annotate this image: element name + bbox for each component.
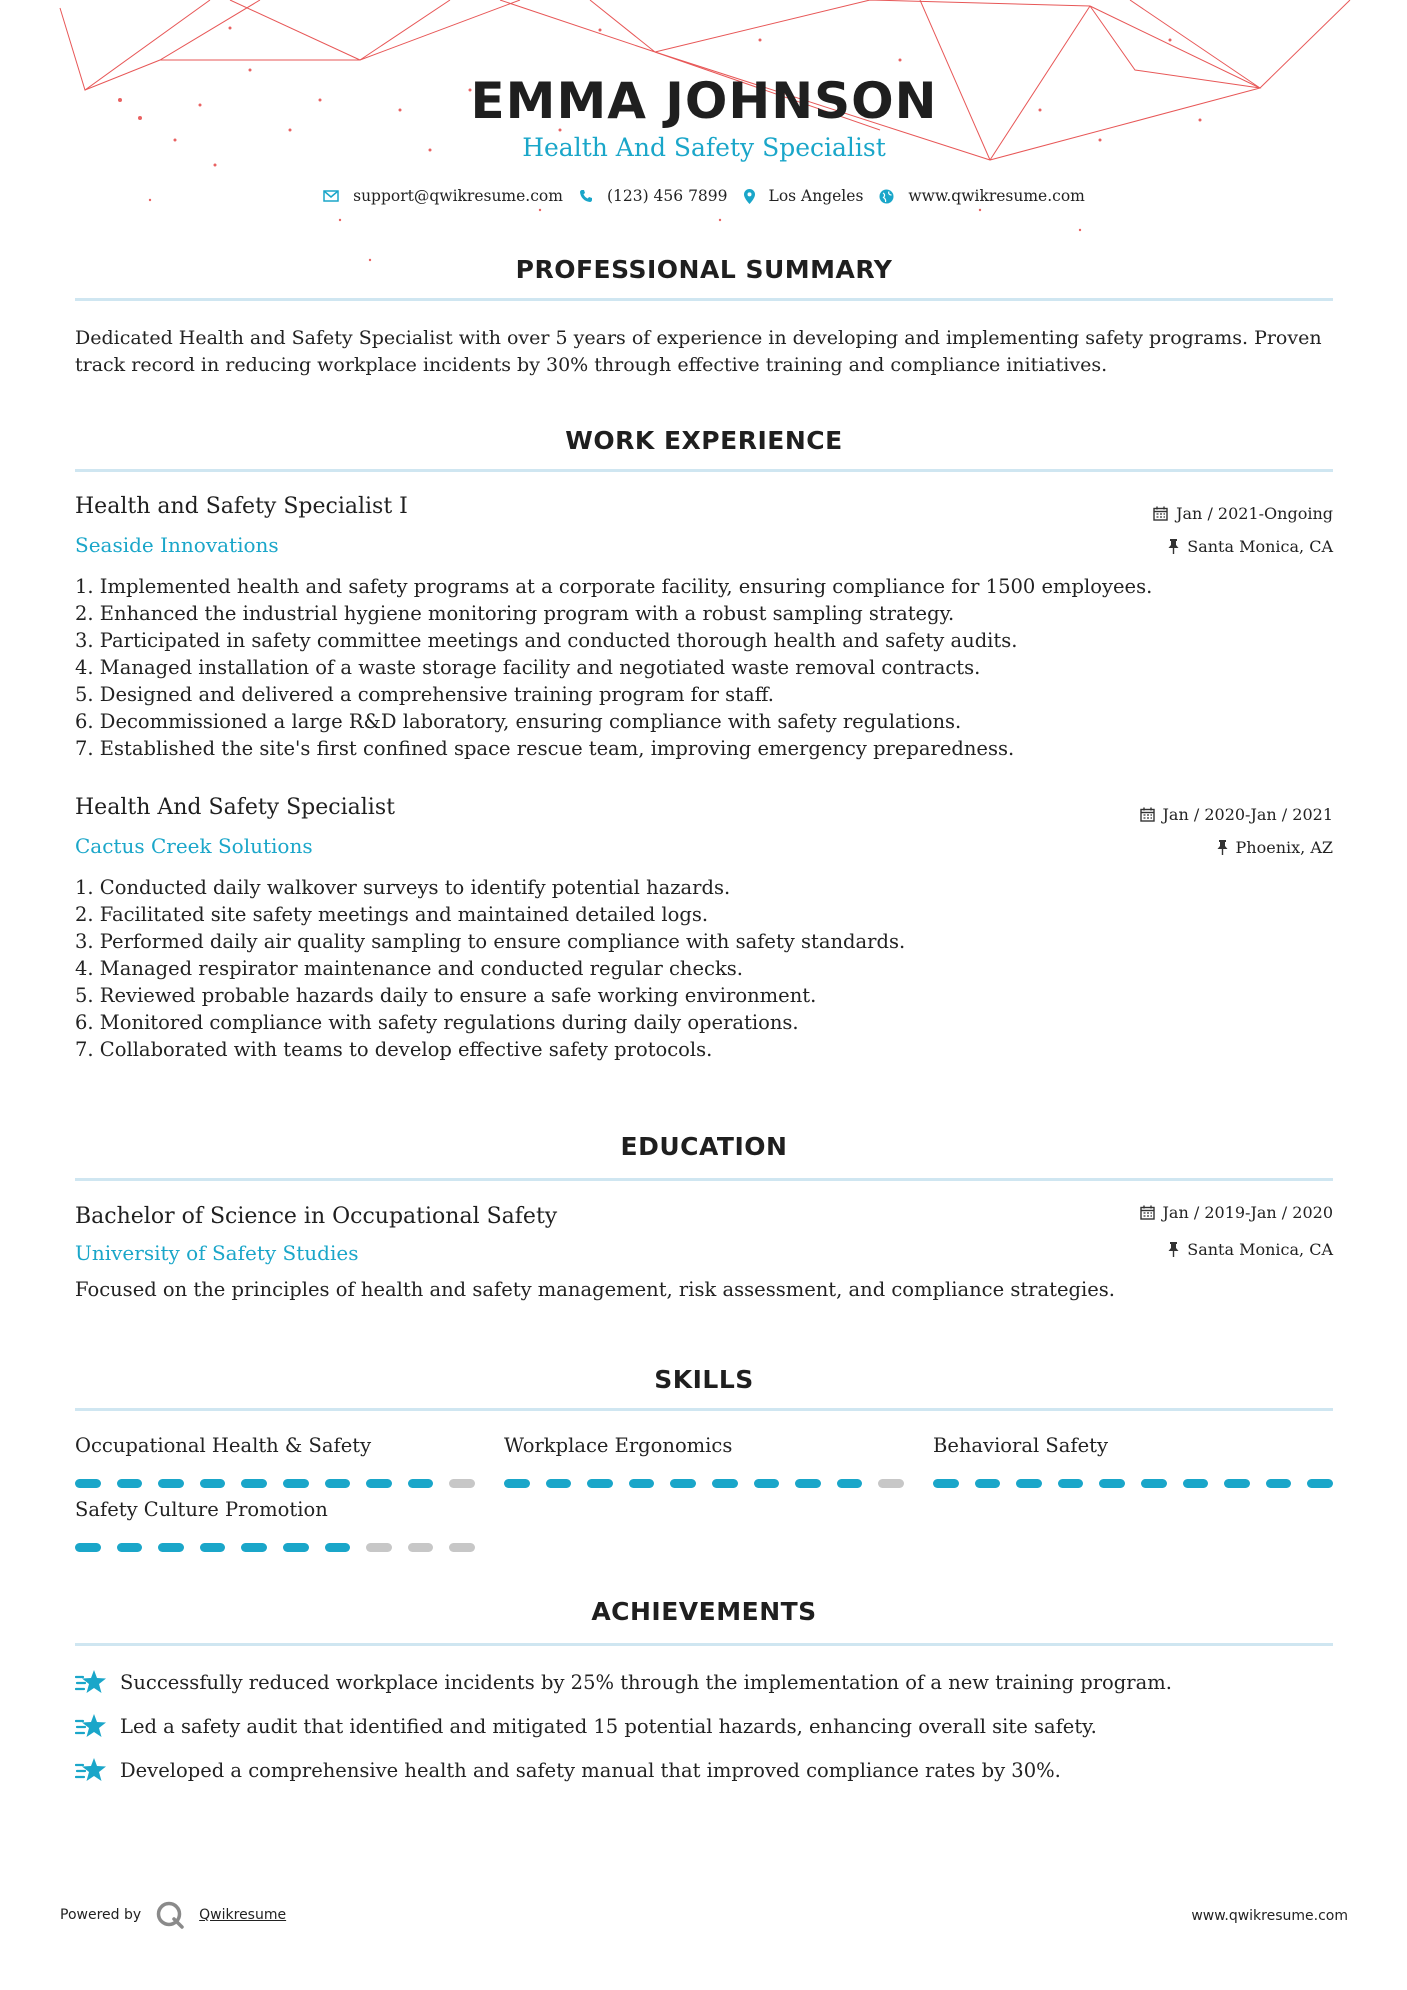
job-location xyxy=(1217,838,1333,857)
skill-segment-filled xyxy=(325,1543,351,1552)
skill-segment-empty xyxy=(408,1543,434,1552)
skills-heading: SKILLS xyxy=(654,1365,754,1394)
achievements-divider xyxy=(75,1643,1333,1646)
job-bullets xyxy=(75,874,905,1063)
powered-by-label: Powered by xyxy=(60,1907,142,1923)
skill-item xyxy=(75,1495,475,1552)
skill-segment-filled xyxy=(75,1543,101,1552)
skill-segment-filled xyxy=(283,1543,309,1552)
job-location xyxy=(1168,537,1333,556)
calendar-icon xyxy=(1140,807,1155,822)
contact-bar xyxy=(75,187,1333,205)
skill-segment-filled xyxy=(975,1479,1001,1488)
achievement-item xyxy=(75,1756,1061,1784)
contact-website-text: www.qwikresume.com xyxy=(908,187,1085,205)
skill-segment-filled xyxy=(158,1543,184,1552)
skill-name: Occupational Health & Safety xyxy=(75,1434,372,1457)
skill-segment-filled xyxy=(1058,1479,1084,1488)
contact-website[interactable] xyxy=(879,187,1084,205)
skill-segment-filled xyxy=(117,1543,143,1552)
pin-icon xyxy=(1217,840,1228,855)
list-item: 1. Implemented health and safety programs at a corporate facility, ensuring compliance for 1500 employees. xyxy=(75,575,1153,598)
education-description: Focused on the principles of health and safety management, risk assessment, and compliance strategies. xyxy=(75,1278,1115,1301)
job-title: Health and Safety Specialist I xyxy=(75,494,408,519)
school-name: University of Safety Studies xyxy=(75,1241,359,1265)
job-date xyxy=(1140,805,1333,824)
job-date-text: Jan / 2020-Jan / 2021 xyxy=(1162,805,1333,824)
job-title: Health And Safety Specialist xyxy=(75,795,395,820)
skill-segment-filled xyxy=(1141,1479,1167,1488)
company-name: Cactus Creek Solutions xyxy=(75,834,313,858)
skill-segment-filled xyxy=(1183,1479,1209,1488)
contact-phone[interactable] xyxy=(579,187,728,205)
company-name: Seaside Innovations xyxy=(75,533,279,557)
skill-name: Behavioral Safety xyxy=(933,1434,1109,1457)
skill-segment-filled xyxy=(1016,1479,1042,1488)
job-bullets xyxy=(75,573,1152,762)
powered-by xyxy=(60,1900,286,1930)
skill-segment-filled xyxy=(283,1479,309,1488)
skill-segment-filled xyxy=(587,1479,613,1488)
skill-segment-empty xyxy=(366,1543,392,1552)
list-item: 3. Participated in safety committee meetings and conducted thorough health and safety audits. xyxy=(75,629,1018,652)
skill-segment-filled xyxy=(200,1543,226,1552)
globe-icon xyxy=(879,189,894,204)
list-item: 5. Reviewed probable hazards daily to ensure a safe working environment. xyxy=(75,984,817,1007)
map-marker-icon xyxy=(744,189,755,204)
skill-segment-filled xyxy=(366,1479,392,1488)
star-award-icon xyxy=(75,1756,108,1784)
envelope-icon xyxy=(323,190,339,202)
summary-divider xyxy=(75,298,1333,301)
star-award-icon xyxy=(75,1668,108,1696)
summary-text: Dedicated Health and Safety Specialist with over 5 years of experience in developing and implementing safety programs. Proven track record in reducing workplace incidents by 30% through effective training and compliance initiatives. xyxy=(75,327,1322,376)
skill-segment-filled xyxy=(546,1479,572,1488)
skill-segment-filled xyxy=(1099,1479,1125,1488)
skill-name: Workplace Ergonomics xyxy=(504,1434,733,1457)
skill-segment-filled xyxy=(408,1479,434,1488)
skill-item xyxy=(75,1431,475,1488)
education-date xyxy=(1140,1203,1333,1222)
calendar-icon xyxy=(1140,1205,1155,1220)
contact-location-text: Los Angeles xyxy=(768,187,864,205)
footer-url[interactable]: www.qwikresume.com xyxy=(1191,1908,1348,1924)
skill-segment-filled xyxy=(158,1479,184,1488)
skill-segment-filled xyxy=(629,1479,655,1488)
skill-segment-filled xyxy=(795,1479,821,1488)
skill-segment-filled xyxy=(1307,1479,1333,1488)
summary-heading: PROFESSIONAL SUMMARY xyxy=(515,255,893,284)
contact-email[interactable] xyxy=(323,187,563,205)
list-item: 7. Established the site's first confined space rescue team, improving emergency preparedness. xyxy=(75,737,1015,760)
skill-segment-filled xyxy=(241,1479,267,1488)
skill-segment-filled xyxy=(504,1479,530,1488)
job-location-text: Santa Monica, CA xyxy=(1187,537,1333,556)
contact-location xyxy=(744,187,864,205)
skill-level-bar xyxy=(933,1479,1333,1488)
candidate-role: Health And Safety Specialist xyxy=(522,133,886,162)
skill-segment-filled xyxy=(837,1479,863,1488)
skill-segment-filled xyxy=(241,1543,267,1552)
list-item: 6. Monitored compliance with safety regulations during daily operations. xyxy=(75,1011,799,1034)
skill-segment-empty xyxy=(449,1543,475,1552)
education-heading: EDUCATION xyxy=(620,1132,788,1161)
list-item: 2. Facilitated site safety meetings and maintained detailed logs. xyxy=(75,903,709,926)
job-date-text: Jan / 2021-Ongoing xyxy=(1176,504,1333,523)
skill-segment-filled xyxy=(1224,1479,1250,1488)
list-item: 3. Performed daily air quality sampling to ensure compliance with safety standards. xyxy=(75,930,906,953)
skill-segment-filled xyxy=(1266,1479,1292,1488)
experience-heading: WORK EXPERIENCE xyxy=(565,426,843,455)
achievement-text: Developed a comprehensive health and safety manual that improved compliance rates by 30%. xyxy=(120,1758,1061,1782)
calendar-icon xyxy=(1153,506,1168,521)
contact-phone-text: (123) 456 7899 xyxy=(606,187,728,205)
skill-level-bar xyxy=(75,1543,475,1552)
education-date-text: Jan / 2019-Jan / 2020 xyxy=(1162,1203,1333,1222)
achievements-heading: ACHIEVEMENTS xyxy=(591,1597,817,1626)
skill-segment-filled xyxy=(670,1479,696,1488)
pin-icon xyxy=(1168,539,1179,554)
skill-segment-filled xyxy=(200,1479,226,1488)
skill-item xyxy=(933,1431,1333,1488)
achievement-item xyxy=(75,1712,1097,1740)
skill-segment-filled xyxy=(325,1479,351,1488)
achievement-text: Successfully reduced workplace incidents by 25% through the implementation of a new training program. xyxy=(120,1670,1172,1694)
skill-item xyxy=(504,1431,904,1488)
list-item: 4. Managed respirator maintenance and conducted regular checks. xyxy=(75,957,743,980)
skill-segment-filled xyxy=(712,1479,738,1488)
education-divider xyxy=(75,1178,1333,1181)
experience-divider xyxy=(75,469,1333,472)
skill-level-bar xyxy=(504,1479,904,1488)
skill-name: Safety Culture Promotion xyxy=(75,1498,328,1521)
education-location xyxy=(1168,1240,1333,1259)
pin-icon xyxy=(1168,1242,1179,1257)
skill-segment-empty xyxy=(449,1479,475,1488)
degree-title: Bachelor of Science in Occupational Safety xyxy=(75,1204,558,1229)
list-item: 1. Conducted daily walkover surveys to identify potential hazards. xyxy=(75,876,731,899)
contact-email-text: support@qwikresume.com xyxy=(353,187,563,205)
star-award-icon xyxy=(75,1712,108,1740)
list-item: 4. Managed installation of a waste storage facility and negotiated waste removal contracts. xyxy=(75,656,981,679)
skill-segment-filled xyxy=(933,1479,959,1488)
list-item: 7. Collaborated with teams to develop effective safety protocols. xyxy=(75,1038,713,1061)
list-item: 6. Decommissioned a large R&D laboratory, ensuring compliance with safety regulations. xyxy=(75,710,962,733)
skills-divider xyxy=(75,1408,1333,1411)
skill-segment-filled xyxy=(754,1479,780,1488)
qwikresume-link[interactable]: Qwikresume xyxy=(199,1907,287,1923)
candidate-name: EMMA JOHNSON xyxy=(470,72,938,130)
phone-icon xyxy=(579,189,593,203)
qwikresume-logo-icon xyxy=(155,1900,185,1930)
job-location-text: Phoenix, AZ xyxy=(1235,838,1333,857)
skill-segment-empty xyxy=(878,1479,904,1488)
list-item: 2. Enhanced the industrial hygiene monitoring program with a robust sampling strategy. xyxy=(75,602,955,625)
skill-segment-filled xyxy=(117,1479,143,1488)
achievement-text: Led a safety audit that identified and mitigated 15 potential hazards, enhancing overall site safety. xyxy=(120,1714,1097,1738)
skill-segment-filled xyxy=(75,1479,101,1488)
skill-level-bar xyxy=(75,1479,475,1488)
job-date xyxy=(1153,504,1333,523)
education-location-text: Santa Monica, CA xyxy=(1187,1240,1333,1259)
achievement-item xyxy=(75,1668,1172,1696)
list-item: 5. Designed and delivered a comprehensive training program for staff. xyxy=(75,683,774,706)
